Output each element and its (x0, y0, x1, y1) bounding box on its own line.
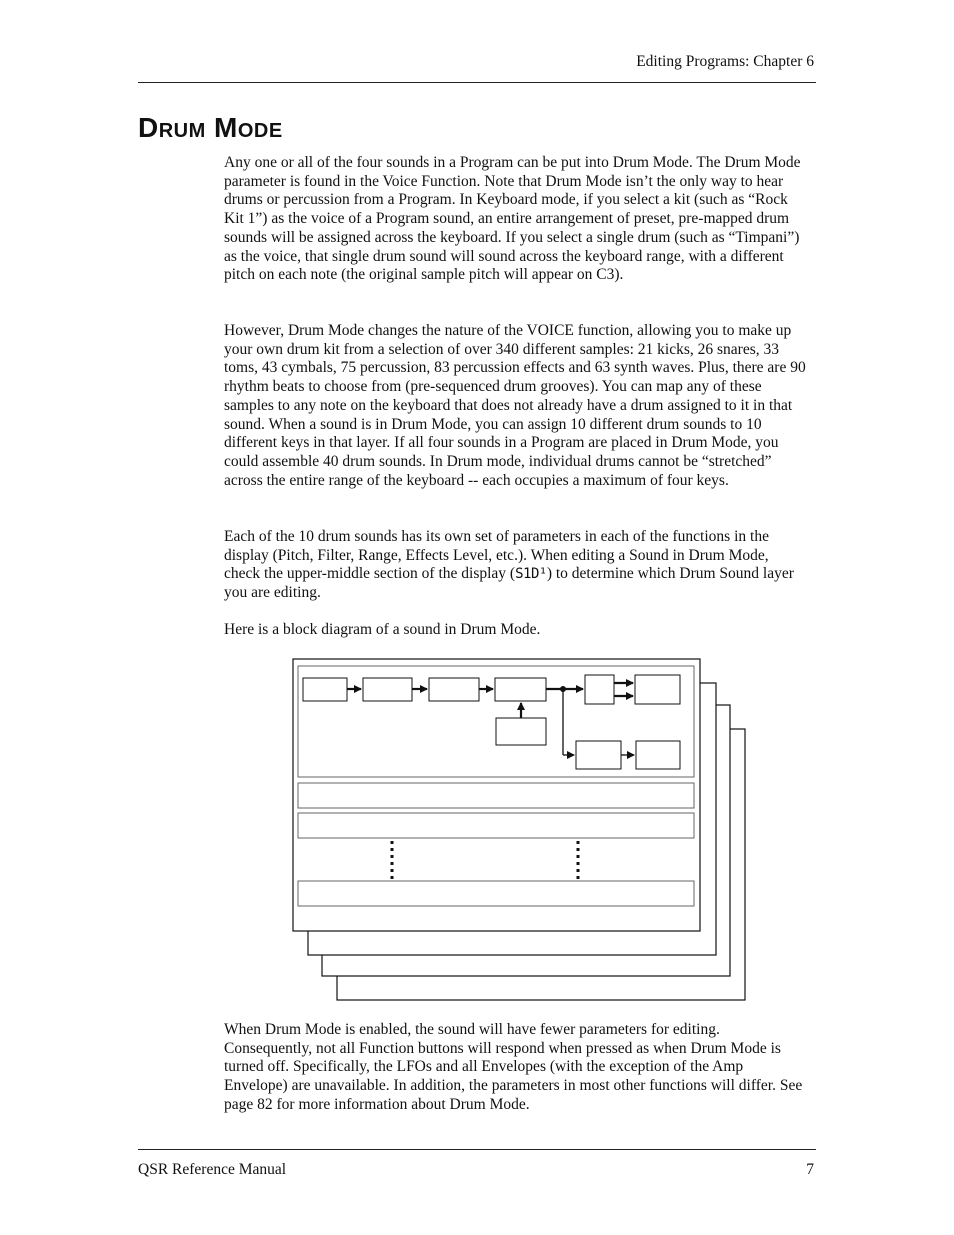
paragraph-intro (224, 154, 806, 285)
page-number: 7 (806, 1161, 814, 1178)
footer-rule (138, 1149, 816, 1150)
drum-slot-row (298, 881, 694, 906)
signal-block (496, 718, 546, 745)
signal-block (363, 678, 412, 701)
signal-block (429, 678, 479, 701)
paragraph-text-start: Each of the 10 drum sounds has its own set of parameters in each of the functions in the display (Pitch, Filter, Range, Effects Level, etc.). When editing a Sound in Drum Mode, check the upper-middle section of the display ( (224, 528, 769, 583)
signal-block (495, 678, 546, 701)
paragraph-drum-kit (224, 322, 806, 490)
drum-slot-row (298, 783, 694, 808)
drum-slot-row (298, 813, 694, 838)
paragraph-text (224, 528, 806, 603)
paragraph-text: When Drum Mode is enabled, the sound will have fewer parameters for editing. Consequently, not all Function buttons will respond when pressed as when Drum Mode is turned off. Specifically, the LFOs and all Envelopes (with the exception of the Amp Envelope) are unavailable. In addition, the parameters in most other functions will differ. See page 82 for more information about Drum Mode. (224, 1021, 803, 1113)
paragraph-text: Any one or all of the four sounds in a Program can be put into Drum Mode. The Drum Mode parameter is found in the Voice Function. Note that Drum Mode isn’t the only way to hear drums or percussion from a Program. In Keyboard mode, if you select a kit (such as “Rock Kit 1”) as the voice of a Program sound, an entire arrangement of preset, pre-mapped drum sounds will be assigned across the keyboard. If you select a single drum (such as “Timpani”) as the voice, that single drum sound will sound across the keyboard range, with a different pitch on each note (the original sample pitch will appear on C3). (224, 154, 801, 284)
running-header: Editing Programs: Chapter 6 (636, 53, 814, 70)
paragraph-parameters (224, 528, 806, 603)
signal-block (635, 675, 680, 704)
signal-block (303, 678, 347, 701)
signal-block (636, 741, 680, 769)
signal-block (585, 675, 614, 704)
paragraph-text: However, Drum Mode changes the nature of the VOICE function, allowing you to make up your own drum kit from a selection of over 340 different samples: 21 kicks, 26 snares, 33 toms, 43 cymbals, 75 percussion, 83 percussion effects and 63 synth waves. Plus, there are 90 rhythm beats to choose from (pre-sequenced drum grooves). You can map any of these samples to any note on the keyboard that does not already have a drum assigned to it in that sound. When a sound is in Drum Mode, you can assign 10 different drum sounds to 10 different keys in that layer. If all four sounds in a Program are placed in Drum Mode, you could assemble 40 drum sounds. In Drum mode, individual drums cannot be “stretched” across the entire range of the keyboard -- each occupies a maximum of four keys. (224, 322, 806, 489)
section-title: Drum Mode (138, 112, 283, 143)
signal-block (576, 741, 621, 769)
paragraph-text-end: ) to determine which Drum Sound layer you are editing. (224, 565, 794, 602)
paragraph-text: Here is a block diagram of a sound in Drum Mode. (224, 621, 541, 638)
paragraph-closing (224, 1021, 806, 1115)
footer-manual-title: QSR Reference Manual (138, 1161, 287, 1178)
drum-mode-block-diagram (292, 658, 748, 1004)
lcd-indicator: S1D¹ (515, 566, 547, 583)
paragraph-diagram-intro (224, 621, 806, 640)
header-rule (138, 82, 816, 83)
